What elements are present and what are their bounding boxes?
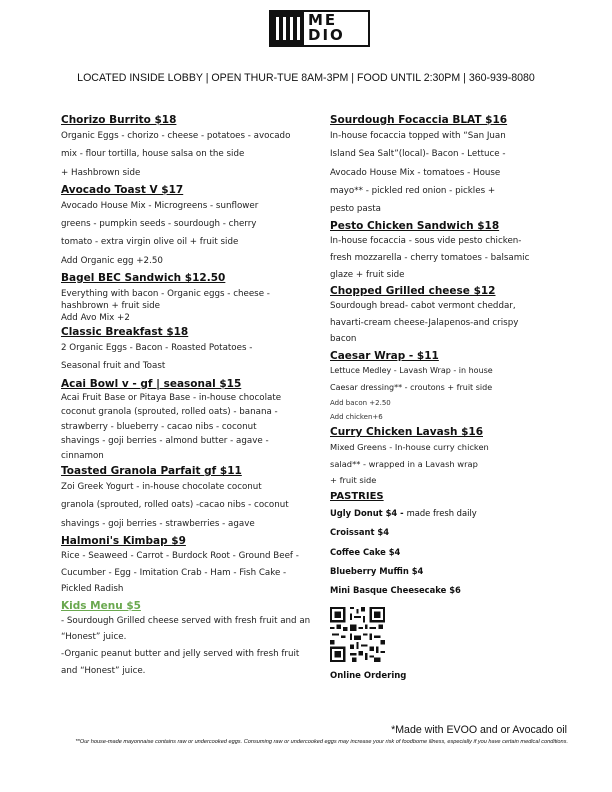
medio-logo bbox=[269, 10, 370, 47]
pastry-item bbox=[330, 504, 575, 523]
item-desc-line: + fruit side bbox=[330, 475, 377, 486]
item-desc-line: salad** - wrapped in a Lavash wrap bbox=[330, 458, 478, 469]
item-desc-line: and “Honest” juice. bbox=[61, 665, 146, 676]
menu-item-kids-menu bbox=[61, 599, 326, 679]
item-desc-line: Cucumber - Egg - Imitation Crab - Ham - Fish Cake - bbox=[61, 567, 287, 578]
item-desc-line: strawberry - blueberry - cacao nibs - coconut bbox=[61, 421, 257, 432]
pastry-note: made fresh daily bbox=[406, 508, 477, 519]
item-desc-line: Island Sea Salt”(local)- Bacon - Lettuce - bbox=[330, 149, 506, 160]
item-desc-line: bacon bbox=[330, 334, 357, 345]
pastry-item: Croissant $4 bbox=[330, 527, 390, 538]
item-title: Acai Bowl v - gf | seasonal $15 bbox=[61, 377, 242, 390]
menu-item-focaccia-blat bbox=[330, 113, 575, 218]
item-desc-line: Caesar dressing** - croutons + fruit side bbox=[330, 382, 493, 392]
item-title: Kids Menu $5 bbox=[61, 599, 141, 612]
item-title: Chorizo Burrito $18 bbox=[61, 114, 177, 126]
item-desc-line: Avocado House Mix - tomatoes - House bbox=[330, 167, 501, 178]
item-desc-line: fresh mozzarella - cherry tomatoes - balsamic bbox=[330, 253, 530, 264]
pastry-item: Mini Basque Cheesecake $6 bbox=[330, 585, 461, 596]
item-desc-line: pesto pasta bbox=[330, 204, 381, 215]
pastry-name: Ugly Donut $4 - bbox=[330, 508, 407, 519]
item-desc-line: - Sourdough Grilled cheese served with fresh fruit and an bbox=[61, 615, 311, 626]
logo-line1: ME bbox=[308, 11, 338, 29]
menu-item-avocado-toast bbox=[61, 183, 326, 270]
item-title: Curry Chicken Lavash $16 bbox=[330, 426, 483, 439]
menu-item-acai-bowl bbox=[61, 377, 326, 464]
item-title: Bagel BEC Sandwich $12.50 bbox=[61, 272, 226, 285]
menu-item-classic-breakfast bbox=[61, 325, 326, 376]
item-title: Chopped Grilled cheese $12 bbox=[330, 285, 496, 298]
online-ordering-qr-icon[interactable] bbox=[330, 607, 385, 662]
logo-wordmark bbox=[304, 12, 368, 45]
evoo-note: *Made with EVOO and or Avocado oil bbox=[391, 724, 567, 736]
online-ordering-label: Online Ordering bbox=[330, 670, 407, 681]
item-title: Toasted Granola Parfait gf $11 bbox=[61, 465, 242, 478]
item-desc-line: Zoi Greek Yogurt - in-house chocolate coconut bbox=[61, 482, 262, 493]
item-desc-line: coconut granola (sprouted, rolled oats) - banana - bbox=[61, 407, 278, 418]
item-desc-line: “Honest” juice. bbox=[61, 632, 127, 643]
item-desc-line: Lettuce Medley - Lavash Wrap - in house bbox=[330, 366, 493, 376]
pastry-item: Coffee Cake $4 bbox=[330, 546, 401, 557]
item-desc-line: Avocado House Mix - Microgreens - sunflower bbox=[61, 200, 259, 211]
item-title: Halmoni's Kimbap $9 bbox=[61, 535, 186, 548]
pastries-section bbox=[330, 490, 575, 600]
item-title: Classic Breakfast $18 bbox=[61, 326, 189, 339]
item-desc-line: hashbrown + fruit side bbox=[61, 301, 161, 312]
item-desc-line: Acai Fruit Base or Pitaya Base - in-house chocolate bbox=[61, 392, 282, 403]
pastry-item: Blueberry Muffin $4 bbox=[330, 565, 424, 576]
item-desc-line: Sourdough bread- cabot vermont cheddar, bbox=[330, 301, 516, 312]
item-desc-line: Seasonal fruit and Toast bbox=[61, 361, 166, 372]
menu-item-grilled-cheese bbox=[330, 284, 575, 348]
logo-line2: DIO bbox=[308, 26, 345, 44]
menu-item-caesar-wrap bbox=[330, 349, 575, 424]
item-title: Sourdough Focaccia BLAT $16 bbox=[330, 114, 508, 126]
item-desc-line: shavings - goji berries - strawberries - agave bbox=[61, 518, 255, 529]
item-addon-line: Add bacon +2.50 bbox=[330, 399, 391, 408]
item-title: Caesar Wrap - $11 bbox=[330, 350, 439, 363]
menu-left-column bbox=[61, 112, 326, 679]
item-desc-line: Pickled Radish bbox=[61, 584, 124, 595]
menu-item-pesto-chicken bbox=[330, 219, 575, 283]
menu-item-curry-chicken bbox=[330, 425, 575, 489]
menu-item-kimbap bbox=[61, 534, 326, 598]
item-desc-line: cinnamon bbox=[61, 450, 104, 461]
item-desc-line: + Hashbrown side bbox=[61, 167, 141, 178]
item-title: Avocado Toast V $17 bbox=[61, 183, 184, 196]
item-desc-line: havarti-cream cheese-Jalapenos-and crispy bbox=[330, 317, 519, 328]
location-hours-info: LOCATED INSIDE LOBBY | OPEN THUR-TUE 8AM-3PM | FOOD UNTIL 2:30PM | 360-939-8080 bbox=[77, 72, 535, 84]
raw-egg-warning: **Our house-made mayonnaise contains raw or undercooked eggs. Consuming raw or undercooked eggs may increase your risk of foodborne illness, especially if you have certain medical conditions. bbox=[75, 739, 568, 745]
menu-item-granola-parfait bbox=[61, 464, 326, 533]
item-desc-line: 2 Organic Eggs - Bacon - Roasted Potatoes - bbox=[61, 343, 253, 354]
menu-right-column bbox=[330, 112, 575, 683]
item-desc-line: In-house focaccia topped with “San Juan bbox=[330, 131, 506, 141]
item-title: Pesto Chicken Sandwich $18 bbox=[330, 220, 500, 233]
item-desc-line: granola (sprouted, rolled oats) -cacao nibs - coconut bbox=[61, 500, 289, 511]
item-desc-line: Mixed Greens - In-house curry chicken bbox=[330, 442, 489, 453]
item-desc-line: Add Organic egg +2.50 bbox=[61, 255, 163, 266]
item-desc-line: -Organic peanut butter and jelly served with fresh fruit bbox=[61, 649, 300, 660]
item-desc-line: tomato - extra virgin olive oil + fruit side bbox=[61, 237, 239, 248]
item-desc-line: mayo** - pickled red onion - pickles + bbox=[330, 185, 496, 196]
item-desc-line: In-house focaccia - sous vide pesto chicken- bbox=[330, 236, 522, 247]
item-desc-line: mix - flour tortilla, house salsa on the side bbox=[61, 149, 245, 160]
item-addon-line: Add chicken+6 bbox=[330, 413, 383, 422]
item-desc-line: Rice - Seaweed - Carrot - Burdock Root - Ground Beef - bbox=[61, 551, 299, 562]
menu-item-bagel-bec bbox=[61, 271, 326, 324]
item-desc-line: shavings - goji berries - almond butter - agave - bbox=[61, 436, 269, 447]
item-desc-line: glaze + fruit side bbox=[330, 269, 405, 280]
pastries-heading: PASTRIES bbox=[330, 491, 384, 503]
menu-item-chorizo-burrito bbox=[61, 113, 326, 182]
item-desc-line: Organic Eggs - chorizo - cheese - potatoes - avocado bbox=[61, 131, 291, 141]
logo-mark-icon bbox=[271, 12, 304, 45]
item-desc-line: Add Avo Mix +2 bbox=[61, 313, 130, 324]
item-desc-line: Everything with bacon - Organic eggs - cheese - bbox=[61, 289, 270, 300]
item-desc-line: greens - pumpkin seeds - sourdough - cherry bbox=[61, 219, 257, 230]
